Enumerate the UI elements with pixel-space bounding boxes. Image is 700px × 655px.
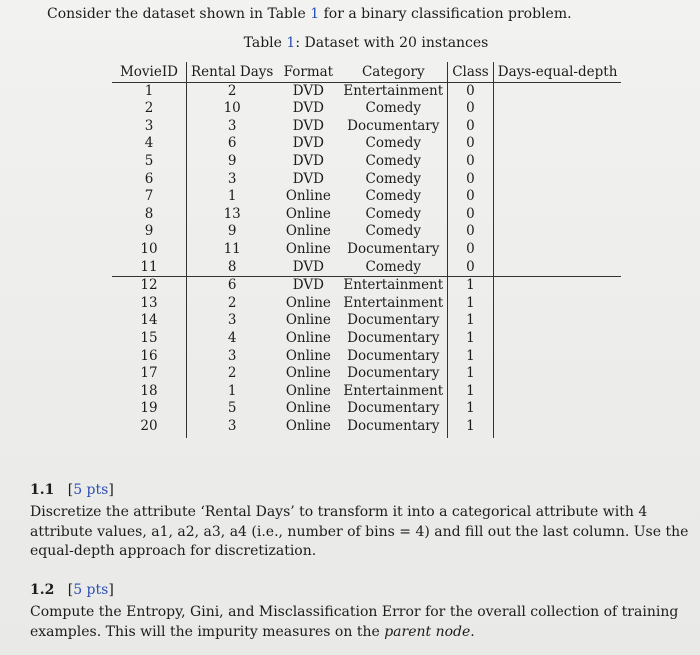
cell-format: DVD [292, 135, 324, 152]
cell-movieid: 12 [112, 277, 187, 295]
table-reference-link[interactable]: 1 [310, 6, 320, 22]
cell-format: Online [285, 365, 331, 382]
cell-rental-days: 4 [227, 329, 237, 346]
cell-rental-days: 6 [227, 135, 237, 152]
table-row [112, 241, 621, 259]
table-row [112, 223, 621, 241]
cell-days-equal-depth[interactable] [493, 118, 621, 136]
table-caption: Table 1: Dataset with 20 instances [243, 35, 489, 51]
cell-days-equal-depth[interactable] [493, 383, 621, 401]
cell-category: Documentary [339, 241, 447, 259]
cell-movieid: 5 [112, 153, 187, 171]
cell-movieid: 4 [112, 135, 187, 153]
cell-movieid: 8 [112, 206, 187, 224]
cell-class: 0 [448, 82, 494, 100]
table-row [112, 418, 621, 439]
cell-days-equal-depth[interactable] [493, 365, 621, 383]
cell-rental-days: 6 [187, 277, 278, 295]
cell-rental-days: 2 [227, 294, 237, 311]
cell-class: 1 [448, 348, 494, 366]
question-1-1-heading: 1.1 [5 pts] [30, 482, 114, 498]
cell-rental-days: 3 [227, 417, 237, 434]
cell-class: 0 [448, 171, 494, 189]
cell-rental-days: 13 [223, 205, 241, 222]
table-row [112, 383, 621, 401]
cell-class: 0 [448, 135, 494, 153]
table-row [112, 295, 621, 313]
cell-rental-days: 3 [227, 347, 237, 364]
cell-days-equal-depth[interactable] [493, 295, 621, 313]
cell-format: DVD [292, 117, 324, 134]
header-rental-days: Rental Days [187, 62, 278, 82]
cell-days-equal-depth[interactable] [493, 188, 621, 206]
cell-category: Comedy [339, 259, 447, 277]
cell-format: DVD [292, 82, 324, 99]
cell-format: Online [285, 347, 331, 364]
table-row [112, 330, 621, 348]
cell-format: Online [285, 329, 331, 346]
cell-category: Documentary [339, 400, 447, 418]
cell-days-equal-depth[interactable] [493, 206, 621, 224]
cell-rental-days: 11 [223, 240, 241, 257]
cell-category: Documentary [339, 118, 447, 136]
cell-movieid: 14 [112, 312, 187, 330]
cell-days-equal-depth[interactable] [493, 223, 621, 241]
cell-format: DVD [292, 100, 324, 117]
cell-class: 0 [448, 223, 494, 241]
cell-format: Online [285, 188, 331, 205]
question-1-1-text: Discretize the attribute ‘Rental Days’ to transform it into a categorical attribute with 4 attribute values, a1, a2, a3, a4 (i.e., number of bins = 4) and fill out the last column. Use the equal-depth approach for discretization. [30, 504, 689, 559]
cell-rental-days: 3 [227, 117, 237, 134]
cell-category: Documentary [339, 418, 447, 439]
cell-days-equal-depth[interactable] [493, 135, 621, 153]
cell-class: 1 [448, 330, 494, 348]
cell-days-equal-depth[interactable] [493, 418, 621, 439]
table-row [112, 277, 621, 295]
intro-text: Consider the dataset shown in Table 1 for a binary classification problem. [47, 6, 572, 22]
table-row [112, 312, 621, 330]
table-row [112, 82, 621, 100]
cell-movieid: 7 [112, 188, 187, 206]
table-row [112, 259, 621, 277]
cell-movieid: 18 [112, 383, 187, 401]
cell-category: Comedy [339, 206, 447, 224]
cell-movieid: 16 [112, 348, 187, 366]
table-row [112, 118, 621, 136]
question-1-2-text: Compute the Entropy, Gini, and Misclassification Error for the overall collection of training examples. This will the impurity measures on the parent node. [30, 604, 679, 640]
cell-days-equal-depth[interactable] [493, 277, 621, 295]
cell-format: Online [285, 417, 331, 434]
cell-class: 1 [448, 400, 494, 418]
table-row [112, 135, 621, 153]
cell-days-equal-depth[interactable] [493, 400, 621, 418]
cell-days-equal-depth[interactable] [493, 330, 621, 348]
cell-rental-days: 1 [227, 382, 237, 399]
cell-rental-days: 2 [227, 82, 237, 99]
cell-movieid: 19 [112, 400, 187, 418]
cell-movieid: 15 [112, 330, 187, 348]
cell-days-equal-depth[interactable] [493, 259, 621, 277]
question-1-2-heading: 1.2 [5 pts] [30, 582, 114, 598]
cell-rental-days: 8 [227, 258, 237, 275]
table-row [112, 188, 621, 206]
cell-category: Comedy [339, 171, 447, 189]
cell-class: 0 [448, 241, 494, 259]
cell-format: DVD [292, 258, 324, 275]
table-row [112, 100, 621, 118]
cell-category: Comedy [339, 135, 447, 153]
cell-rental-days: 9 [227, 223, 237, 240]
cell-format: Online [285, 240, 331, 257]
cell-class: 1 [448, 312, 494, 330]
cell-days-equal-depth[interactable] [493, 82, 621, 100]
cell-movieid: 1 [112, 82, 187, 100]
cell-class: 0 [448, 118, 494, 136]
cell-movieid: 20 [112, 418, 187, 439]
cell-movieid: 3 [112, 118, 187, 136]
cell-class: 1 [448, 418, 494, 439]
cell-class: 1 [448, 365, 494, 383]
table-row [112, 365, 621, 383]
cell-rental-days: 3 [227, 170, 237, 187]
cell-rental-days: 10 [223, 100, 241, 117]
cell-movieid: 10 [112, 241, 187, 259]
cell-days-equal-depth[interactable] [493, 241, 621, 259]
cell-days-equal-depth[interactable] [493, 171, 621, 189]
cell-category: Documentary [339, 365, 447, 383]
cell-format: Online [285, 312, 331, 329]
table-row [112, 400, 621, 418]
cell-rental-days: 3 [227, 312, 237, 329]
cell-days-equal-depth[interactable] [493, 348, 621, 366]
cell-class: 0 [448, 259, 494, 277]
cell-format: Online [285, 400, 331, 417]
cell-rental-days: 2 [227, 365, 237, 382]
cell-class: 1 [448, 295, 494, 313]
cell-category: Documentary [339, 312, 447, 330]
cell-category: Entertainment [339, 277, 447, 295]
cell-class: 0 [448, 100, 494, 118]
cell-class: 1 [448, 383, 494, 401]
cell-format: DVD [292, 152, 324, 169]
cell-class: 0 [448, 206, 494, 224]
cell-category: Comedy [339, 100, 447, 118]
cell-days-equal-depth[interactable] [493, 312, 621, 330]
cell-format: Online [285, 223, 331, 240]
cell-format: Online [285, 294, 331, 311]
table-header-row [112, 62, 621, 82]
header-class: Class [448, 62, 494, 82]
cell-category: Entertainment [339, 383, 447, 401]
cell-movieid: 11 [112, 259, 187, 277]
cell-rental-days: 9 [227, 152, 237, 169]
cell-rental-days: 5 [227, 400, 237, 417]
cell-format: Online [285, 205, 331, 222]
cell-days-equal-depth[interactable] [493, 153, 621, 171]
cell-category: Documentary [339, 330, 447, 348]
cell-category: Comedy [339, 188, 447, 206]
cell-category: Documentary [339, 348, 447, 366]
table-row [112, 153, 621, 171]
cell-class: 0 [448, 188, 494, 206]
cell-category: Entertainment [339, 82, 447, 100]
dataset-table [112, 62, 621, 438]
cell-category: Comedy [339, 153, 447, 171]
cell-format: DVD [277, 277, 339, 295]
table-row [112, 348, 621, 366]
header-format: Format [277, 62, 339, 82]
table-row [112, 171, 621, 189]
cell-movieid: 17 [112, 365, 187, 383]
cell-class: 0 [448, 153, 494, 171]
header-movieid: MovieID [112, 62, 187, 82]
cell-format: Online [285, 382, 331, 399]
cell-movieid: 13 [112, 295, 187, 313]
cell-class: 1 [448, 277, 494, 295]
cell-days-equal-depth[interactable] [493, 100, 621, 118]
cell-movieid: 2 [112, 100, 187, 118]
header-category: Category [339, 62, 447, 82]
cell-category: Comedy [339, 223, 447, 241]
cell-category: Entertainment [339, 295, 447, 313]
cell-rental-days: 1 [227, 188, 237, 205]
cell-movieid: 9 [112, 223, 187, 241]
cell-format: DVD [292, 170, 324, 187]
table-row [112, 206, 621, 224]
cell-movieid: 6 [112, 171, 187, 189]
header-days-equal-depth: Days-equal-depth [493, 62, 621, 82]
